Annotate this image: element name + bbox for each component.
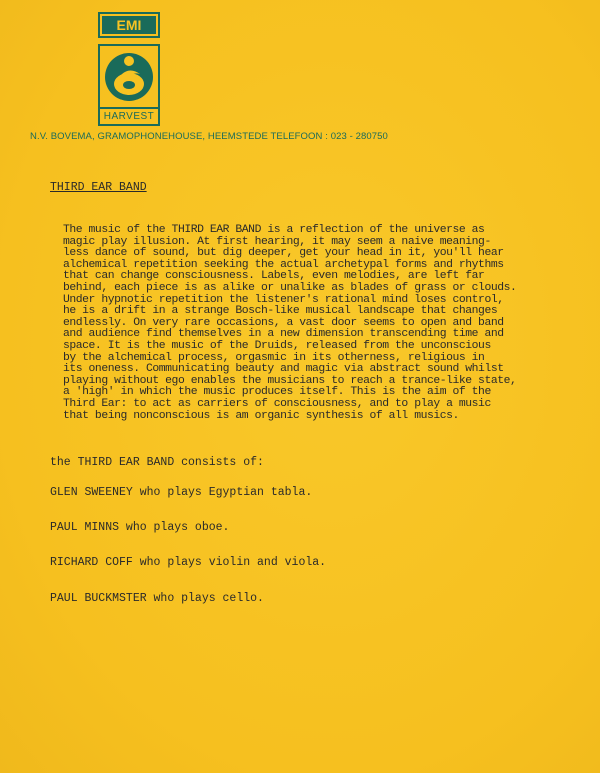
body-line: magic play illusion. At first hearing, it may seem a naive meaning- [63,235,491,248]
body-line: playing without ego enables the musicians to reach a trance-like state, [63,374,517,387]
harvest-logo-label: HARVEST [100,107,158,124]
body-line: less dance of sound, but dig deeper, get your head in it, you'll hear [63,247,504,260]
emi-logo [98,12,160,38]
body-line: that being nonconscious is am organic synthesis of all musics. [63,409,459,422]
harvest-emblem-icon [100,46,158,109]
letter-heading: THIRD EAR BAND [50,181,147,194]
members-intro: the THIRD EAR BAND consists of: [50,456,264,469]
body-line: that can change consciousness. Labels, even melodies, are left far [63,270,485,283]
body-line: a 'high' in which the music produces itself. This is the aim of the [63,386,491,399]
letterhead-address: N.V. BOVEMA, GRAMOPHONEHOUSE, HEEMSTEDE TELEFOON : 023 - 280750 [30,131,388,142]
harvest-logo [98,44,160,126]
body-line: Under hypnotic repetition the listener's rational mind loses control, [63,293,504,306]
body-line: behind, each piece is as alike or unalike as blades of grass or clouds. [63,281,517,294]
emi-logo-text: EMI [102,16,156,34]
body-line: by the alchemical process, orgasmic in its otherness, religious in [63,351,485,364]
body-line: he is a drift in a strange Bosch-like musical landscape that changes [63,305,498,318]
body-line: its oneness. Communicating beauty and magic via abstract sound whilst [63,363,504,376]
body-line: endlessly. On very rare occasions, a vast door seems to open and band [63,316,504,329]
body-line: The music of the THIRD EAR BAND is a reflection of the universe as [63,224,485,236]
member-line: PAUL MINNS who plays oboe. [50,521,230,534]
member-line: RICHARD COFF who plays violin and viola. [50,556,327,569]
body-line: Third Ear: to act as carriers of consciousness, and to play a music [63,397,491,410]
body-line: space. It is the music of the Druids, released from the unconscious [63,339,491,352]
member-line: PAUL BUCKMSTER who plays cello. [50,592,264,605]
body-line: and audience find themselves in a new dimension transcending time and [63,328,504,341]
letter-body [63,225,593,422]
member-line: GLEN SWEENEY who plays Egyptian tabla. [50,486,313,499]
body-line: alchemical repetition seeking the actual archetypal forms and rhythms [63,258,504,271]
